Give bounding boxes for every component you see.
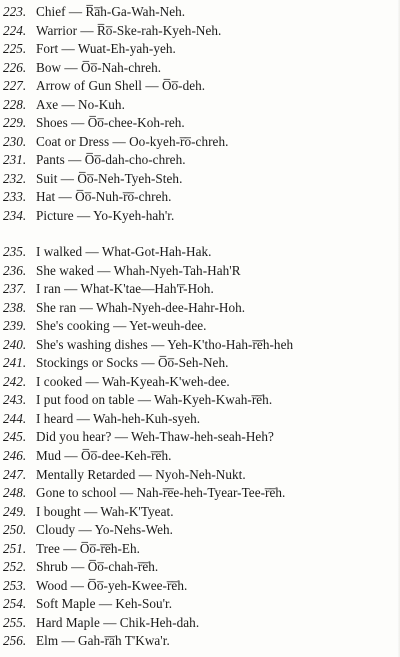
list-item (3, 354, 399, 373)
list-item (3, 391, 399, 410)
entry-text: Mentally Retarded — Nyoh-Neh-Nukt. (36, 466, 246, 482)
entry-number: 227. (3, 78, 27, 94)
list-item (3, 243, 399, 262)
entry-text: I bought — Wah-K'Tyeat. (36, 503, 174, 519)
entry-number: 236. (3, 262, 27, 278)
list-item (3, 207, 399, 226)
entry-number: 255. (3, 614, 27, 630)
entry-number: 251. (3, 540, 27, 556)
list-item (3, 262, 399, 281)
entry-text: She's washing dishes — Yeh-K'tho-Hah-r̅e̅h-heh (36, 336, 294, 352)
entry-number: 247. (3, 466, 27, 482)
list-item (3, 133, 399, 152)
entry-number: 223. (3, 4, 27, 19)
entry-text: Mud — O̅o̅-dee-Keh-r̅e̅h. (36, 448, 172, 464)
list-item (3, 632, 399, 651)
list-item (3, 410, 399, 429)
entry-text: Axe — No-Kuh. (36, 96, 125, 112)
entry-text: Warrior — R̅o̅-Ske-rah-Kyeh-Neh. (36, 22, 222, 38)
list-item (3, 428, 399, 447)
entry-number: 250. (3, 522, 27, 538)
entry-text: I put food on table — Wah-Kyeh-Kwah-r̅e̅h. (36, 392, 273, 408)
vocabulary-list-group-1 (3, 3, 399, 226)
list-item (3, 373, 399, 392)
entry-text: Picture — Yo-Kyeh-hah'r. (36, 208, 175, 224)
entry-text: Soft Maple — Keh-Sou'r. (36, 596, 173, 612)
entry-text: Hard Maple — Chik-Heh-dah. (36, 614, 200, 630)
entry-number: 230. (3, 133, 27, 149)
entry-number: 224. (3, 22, 27, 38)
entry-text: Chief — R̅a̅h-Ga-Wah-Neh. (36, 4, 186, 19)
entry-text: Coat or Dress — Oo-kyeh-r̅o̅-chreh. (36, 133, 229, 149)
entry-text: Shrub — O̅o̅-chah-r̅e̅h. (36, 559, 159, 575)
list-item (3, 595, 399, 614)
list-item (3, 336, 399, 355)
entry-text: I ran — What-K'tae—Hah'r̅-Hoh. (36, 281, 214, 297)
list-item (3, 59, 399, 78)
list-item (3, 484, 399, 503)
entry-number: 234. (3, 208, 27, 224)
entry-text: I cooked — Wah-Kyeah-K'weh-dee. (36, 373, 230, 389)
list-item (3, 40, 399, 59)
vocabulary-list-group-2 (3, 243, 399, 651)
list-item (3, 170, 399, 189)
entry-text: She ran — Whah-Nyeh-dee-Hahr-Hoh. (36, 299, 246, 315)
list-item (3, 317, 399, 336)
entry-text: I walked — What-Got-Hah-Hak. (36, 244, 212, 259)
entry-text: Hat — O̅o̅-Nuh-r̅o̅-chreh. (36, 189, 172, 205)
entry-text: Tree — O̅o̅-r̅e̅h-Eh. (36, 540, 141, 556)
entry-number: 232. (3, 170, 27, 186)
entry-number: 238. (3, 299, 27, 315)
entry-text: Gone to school — Nah-r̅e̅e-heh-Tyear-Tee-r̅e̅h. (36, 485, 286, 501)
entry-number: 231. (3, 152, 27, 168)
list-item (3, 577, 399, 596)
entry-text: Shoes — O̅o̅-chee-Koh-reh. (36, 115, 185, 131)
list-item (3, 614, 399, 633)
entry-text: Arrow of Gun Shell — O̅o̅-deh. (36, 78, 206, 94)
entry-number: 233. (3, 189, 27, 205)
entry-number: 225. (3, 41, 27, 57)
entry-text: Pants — O̅o̅-dah-cho-chreh. (36, 152, 186, 168)
list-item (3, 280, 399, 299)
entry-number: 244. (3, 410, 27, 426)
entry-number: 243. (3, 392, 27, 408)
list-item (3, 540, 399, 559)
entry-text: She's cooking — Yet-weuh-dee. (36, 318, 207, 334)
entry-number: 240. (3, 336, 27, 352)
entry-text: Wood — O̅o̅-yeh-Kwee-r̅e̅h. (36, 577, 188, 593)
entry-number: 254. (3, 596, 27, 612)
entry-text: Fort — Wuat-Eh-yah-yeh. (36, 41, 176, 57)
entry-number: 228. (3, 96, 27, 112)
entry-number: 246. (3, 448, 27, 464)
entry-number: 239. (3, 318, 27, 334)
entry-text: Cloudy — Yo-Nehs-Weh. (36, 522, 173, 538)
list-item (3, 96, 399, 115)
list-item (3, 114, 399, 133)
entry-text: Stockings or Socks — O̅o̅-Seh-Neh. (36, 355, 229, 371)
entry-number: 242. (3, 373, 27, 389)
entry-text: Suit — O̅o̅-Neh-Tyeh-Steh. (36, 170, 183, 186)
list-item (3, 151, 399, 170)
entry-number: 256. (3, 633, 27, 649)
entry-number: 237. (3, 281, 27, 297)
entry-text: Elm — Gah-r̅a̅h T'Kwa'r. (36, 633, 170, 649)
list-item (3, 188, 399, 207)
entry-number: 253. (3, 577, 27, 593)
list-item (3, 558, 399, 577)
list-item (3, 3, 399, 22)
entry-text: Did you hear? — Weh-Thaw-heh-seah-Heh? (36, 429, 274, 445)
list-item (3, 521, 399, 540)
list-item (3, 466, 399, 485)
entry-text: I heard — Wah-heh-Kuh-syeh. (36, 410, 201, 426)
list-item (3, 503, 399, 522)
entry-number: 252. (3, 559, 27, 575)
entry-text: She waked — Whah-Nyeh-Tah-Hah'R (36, 262, 241, 278)
entry-number: 241. (3, 355, 27, 371)
entry-text: Bow — O̅o̅-Nah-chreh. (36, 59, 162, 75)
entry-number: 249. (3, 503, 27, 519)
list-item (3, 22, 399, 41)
entry-number: 226. (3, 59, 27, 75)
list-item (3, 447, 399, 466)
entry-number: 235. (3, 244, 27, 259)
entry-number: 248. (3, 485, 27, 501)
entry-number: 245. (3, 429, 27, 445)
list-item (3, 299, 399, 318)
entry-number: 229. (3, 115, 27, 131)
list-item (3, 77, 399, 96)
